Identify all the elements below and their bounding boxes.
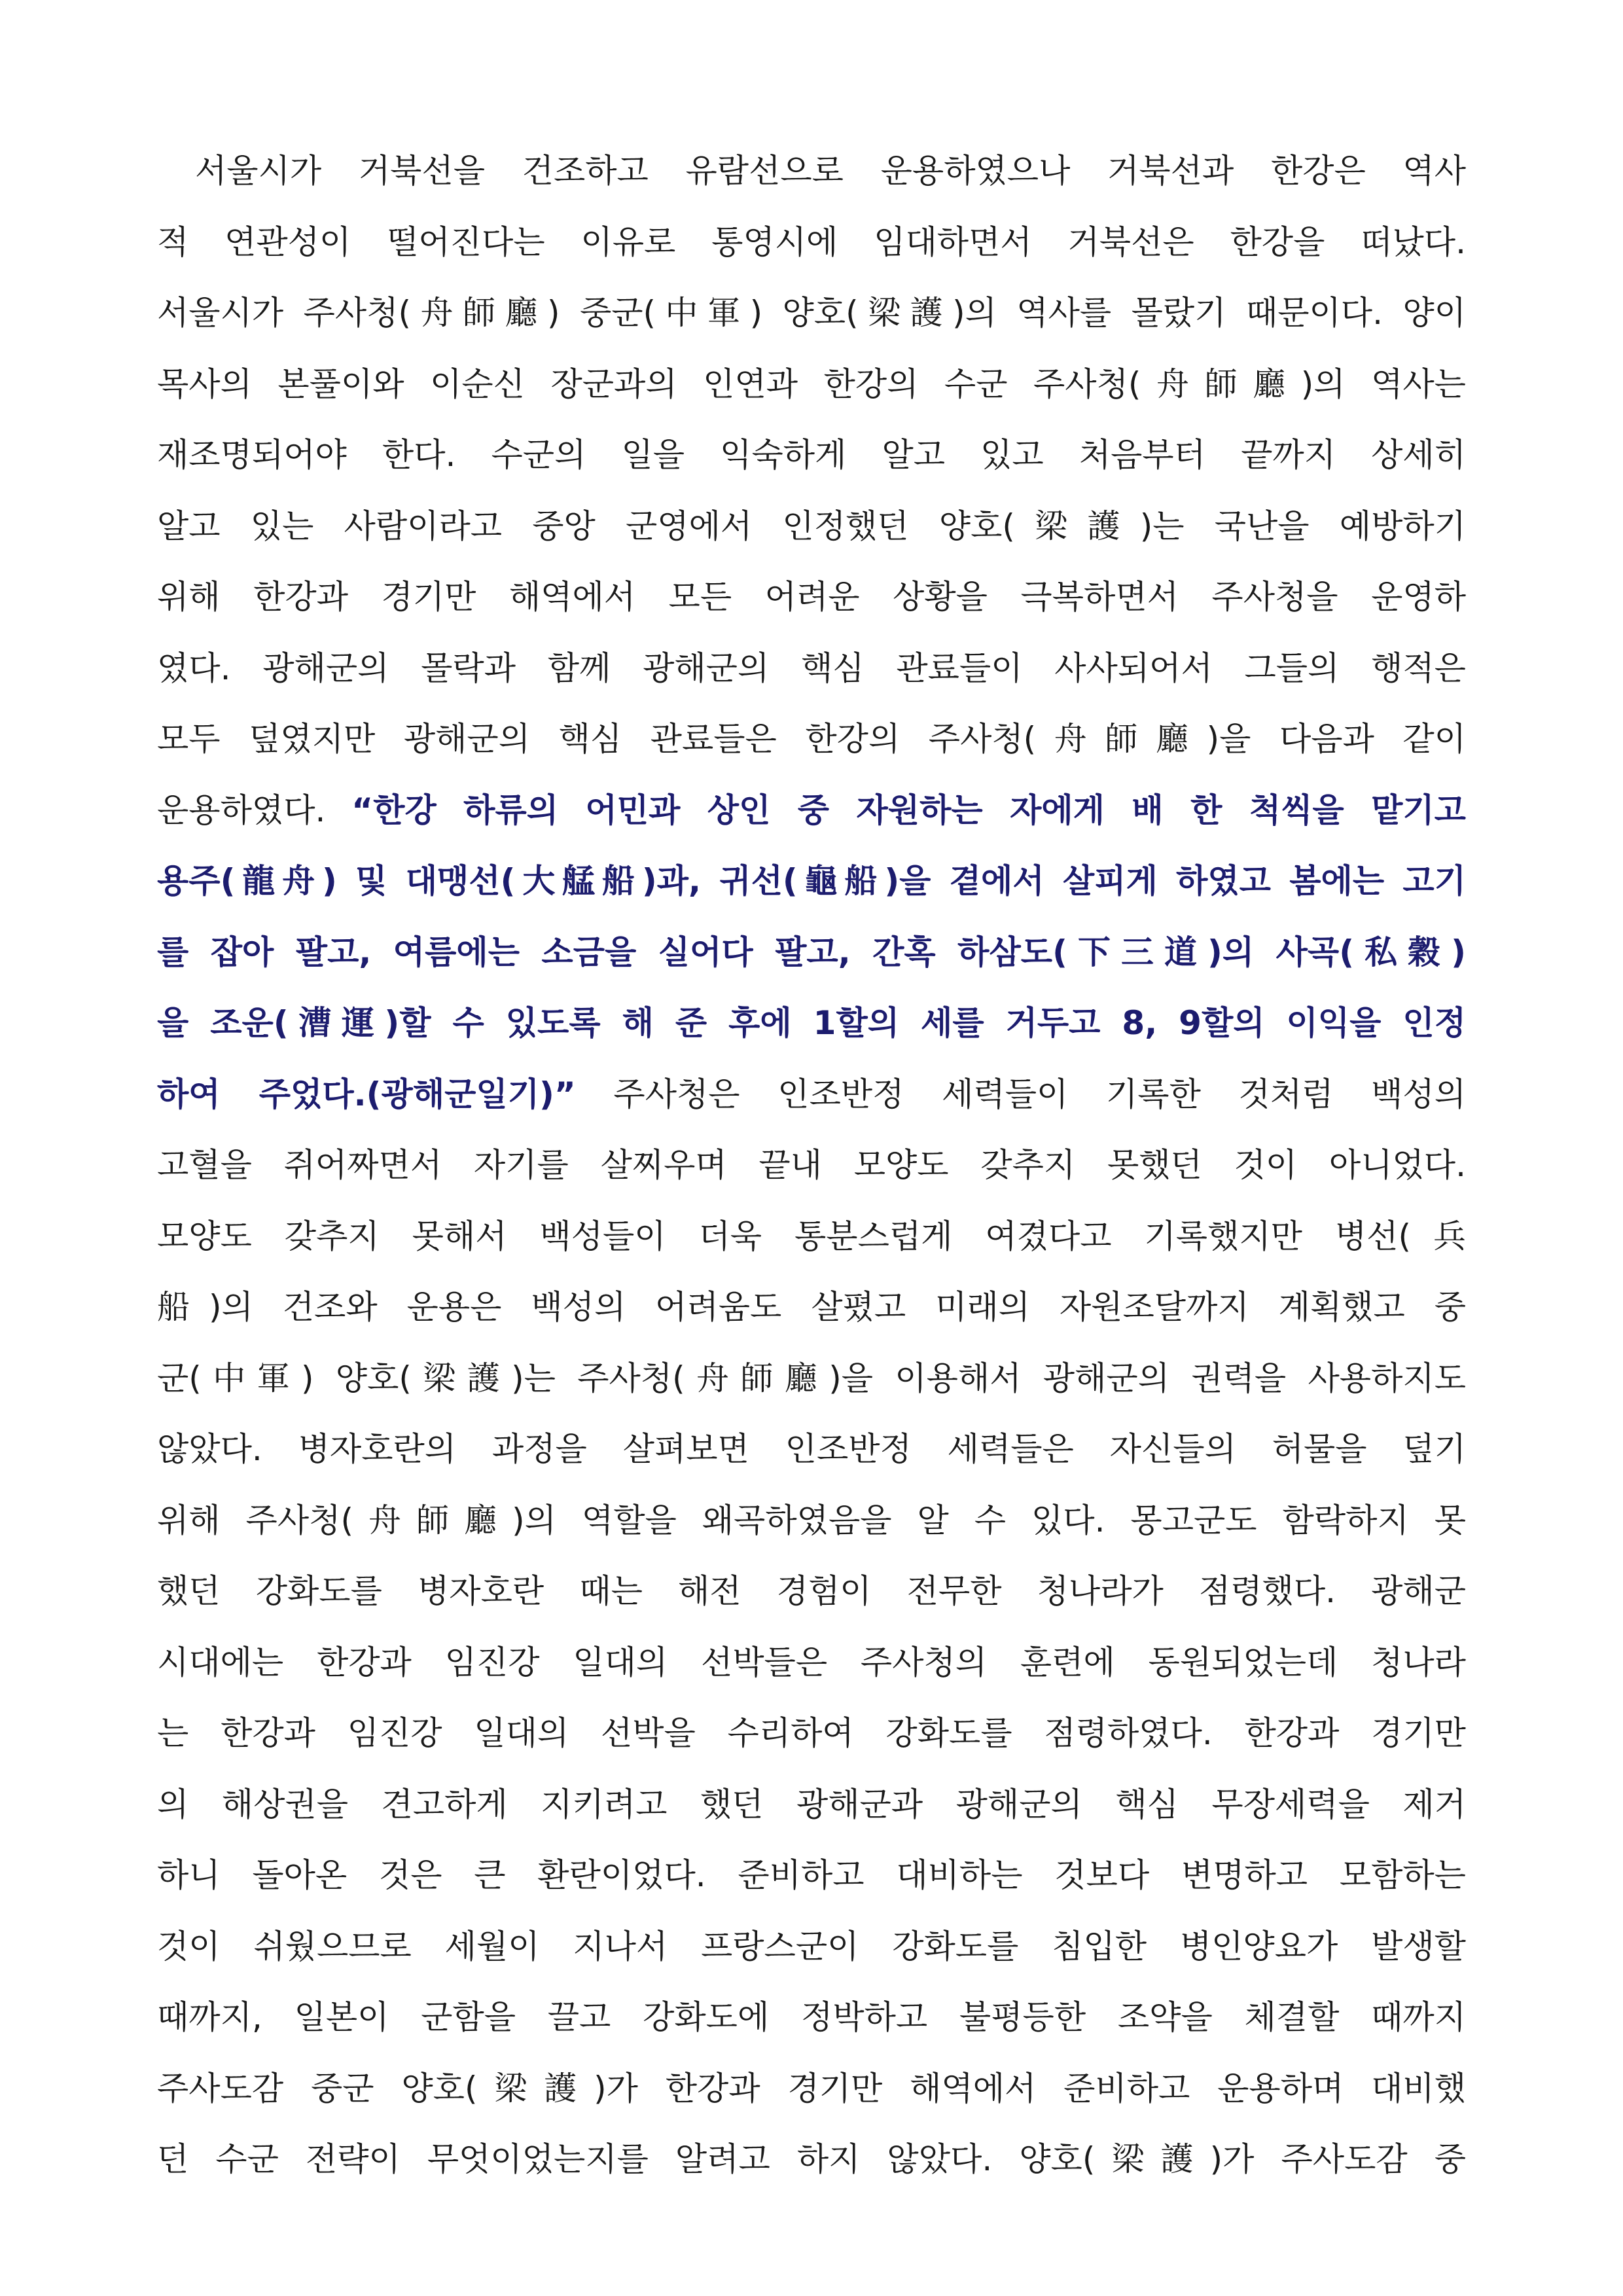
text-line: 목사의 본풀이와 이순신 장군과의 인연과 한강의 수군 주사청(舟師廳)의 역사는 — [157, 365, 1466, 403]
text-line-mixed — [157, 780, 1466, 852]
text-line: 의 해상권을 견고하게 지키려고 했던 광해군과 광해군의 핵심 무장세력을 제거 — [157, 1785, 1466, 1823]
quote-segment: 하여 주었다.(광해군일기)” — [157, 1075, 576, 1113]
text-line: 주사도감 중군 양호(梁護)가 한강과 경기만 해역에서 준비하고 운용하며 대비했 — [157, 2069, 1466, 2108]
text-line: 했던 강화도를 병자호란 때는 해전 경험이 전무한 청나라가 점령했다. 광해군 — [157, 1572, 1466, 1610]
text-line: 하니 돌아온 것은 큰 환란이었다. 준비하고 대비하는 것보다 변명하고 모함하는 — [157, 1856, 1466, 1894]
text-line: 알고 있는 사람이라고 중앙 군영에서 인정했던 양호(梁護)는 국난을 예방하기 — [157, 507, 1466, 545]
text-line: 모두 덮였지만 광해군의 핵심 관료들은 한강의 주사청(舟師廳)을 다음과 같이 — [157, 720, 1466, 758]
text-line: 군(中軍) 양호(梁護)는 주사청(舟師廳)을 이용해서 광해군의 권력을 사용하지도 — [157, 1359, 1466, 1397]
text-segment: 주사청은 인조반정 세력들이 기록한 것처럼 백성의 — [613, 1075, 1466, 1113]
text-line: 않았다. 병자호란의 과정을 살펴보면 인조반정 세력들은 자신들의 허물을 덮기 — [157, 1430, 1466, 1468]
text-line: 였다. 광해군의 몰락과 함께 광해군의 핵심 관료들이 사사되어서 그들의 행적은 — [157, 649, 1466, 687]
quote-line: 용주(龍舟) 및 대맹선(大艋船)과, 귀선(龜船)을 곁에서 살피게 하였고 봄에는 고기 — [157, 862, 1466, 900]
quote-line: 을 조운(漕運)할 수 있도록 해 준 후에 1할의 세를 거두고 8, 9할의 이익을 인정 — [157, 1004, 1466, 1042]
quote-segment: “한강 하류의 어민과 상인 중 자원하는 자에게 배 한 척씩을 맡기고 — [351, 791, 1466, 829]
text-line: 위해 한강과 경기만 해역에서 모든 어려운 상황을 극복하면서 주사청을 운영하 — [157, 578, 1466, 616]
text-line: 서울시가 주사청(舟師廳) 중군(中軍) 양호(梁護)의 역사를 몰랐기 때문이다. 양이 — [157, 294, 1466, 332]
text-line-mixed — [157, 1064, 1466, 1136]
text-line: 던 수군 전략이 무엇이었는지를 알려고 하지 않았다. 양호(梁護)가 주사도감 중 — [157, 2140, 1466, 2178]
text-line: 船)의 건조와 운용은 백성의 어려움도 살폈고 미래의 자원조달까지 계획했고 중 — [157, 1288, 1466, 1326]
text-segment: 운용하였다. — [157, 791, 326, 829]
body-text — [157, 141, 1466, 2200]
text-line: 는 한강과 임진강 일대의 선박을 수리하여 강화도를 점령하였다. 한강과 경기만 — [157, 1714, 1466, 1752]
text-line: 고혈을 쥐어짜면서 자기를 살찌우며 끝내 모양도 갖추지 못했던 것이 아니었다. — [157, 1146, 1466, 1184]
text-line: 재조명되어야 한다. 수군의 일을 익숙하게 알고 있고 처음부터 끝까지 상세히 — [157, 436, 1466, 474]
text-line: 시대에는 한강과 임진강 일대의 선박들은 주사청의 훈련에 동원되었는데 청나라 — [157, 1643, 1466, 1681]
text-line: 때까지, 일본이 군함을 끌고 강화도에 정박하고 불평등한 조약을 체결할 때까지 — [157, 1998, 1466, 2036]
text-line: 서울시가 거북선을 건조하고 유람선으로 운용하였으나 거북선과 한강은 역사 — [195, 152, 1466, 190]
text-line: 모양도 갖추지 못해서 백성들이 더욱 통분스럽게 여겼다고 기록했지만 병선(兵 — [157, 1217, 1466, 1255]
quote-line: 를 잡아 팔고, 여름에는 소금을 실어다 팔고, 간혹 하삼도(下三道)의 사곡(私穀) — [157, 933, 1466, 971]
text-line: 위해 주사청(舟師廳)의 역할을 왜곡하였음을 알 수 있다. 몽고군도 함락하지 못 — [157, 1501, 1466, 1539]
text-line: 적 연관성이 떨어진다는 이유로 통영시에 임대하면서 거북선은 한강을 떠났다. — [157, 223, 1466, 261]
text-line: 것이 쉬웠으므로 세월이 지나서 프랑스군이 강화도를 침입한 병인양요가 발생할 — [157, 1927, 1466, 1965]
